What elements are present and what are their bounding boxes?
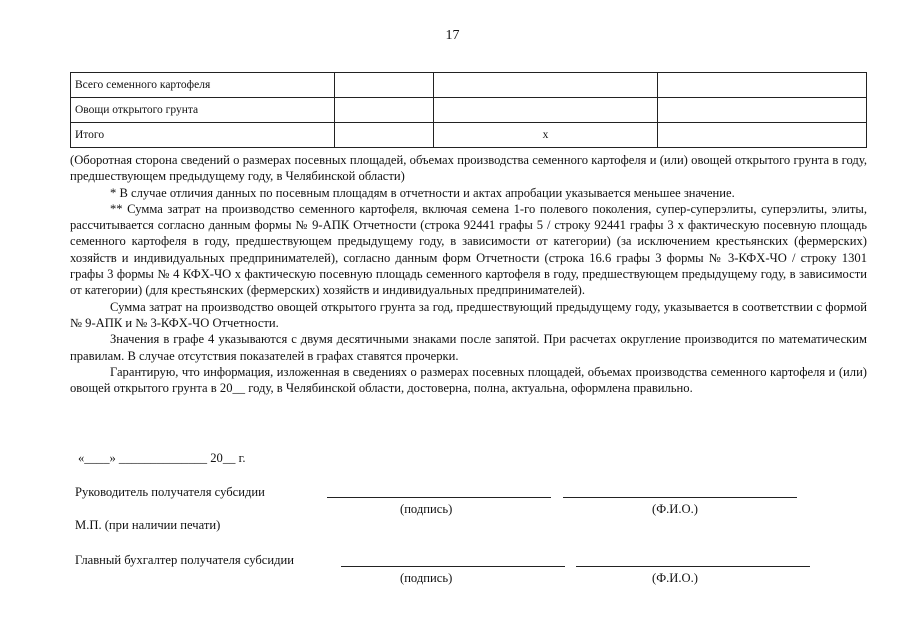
accountant-signature-line — [341, 566, 565, 567]
accountant-name-caption: (Ф.И.О.) — [652, 571, 698, 585]
table-cell — [658, 98, 867, 123]
stamp-label: М.П. (при наличии печати) — [75, 518, 221, 532]
accountant-signature-label: Главный бухгалтер получателя субсидии — [75, 553, 294, 567]
footnote-double-star: ** Сумма затрат на производство семенного картофеля, включая семена 1-го полевого поколения, супер-суперэлиты, суперэлиты, элиты, рассчитывается согласно данным формы № 9-АПК Отчетности (строка 92441 графы 5 / строку 92441 графы 3 х фактическую посевную площадь семенного картофеля в году, предшествующем предыдущему году, в зависимости от категории) (за исключением крестьянских (фермерских) хозяйств и индивидуальных предпринимателей), согласно данным форм Отчетности (строка 16.6 графы 3 формы № 3-КФХ-ЧО / строку 1301 графы 3 формы № 4 КФХ-ЧО х фактическую посевную площадь семенного картофеля в году, предшествующем предыдущему году, в зависимости от категории) (для крестьянских (фермерских) хозяйств и индивидуальных предпринимателей). — [70, 201, 867, 298]
table-row — [71, 123, 867, 148]
table-cell — [434, 98, 658, 123]
head-name-line — [563, 497, 797, 498]
accountant-name-line — [576, 566, 810, 567]
head-signature-line — [327, 497, 551, 498]
table-cell — [335, 98, 434, 123]
table-cell — [335, 123, 434, 148]
rounding-rules-paragraph: Значения в графе 4 указываются с двумя десятичными знаками после запятой. При расчетах округление производится по математическим правилам. В случае отсутствия показателей в графах ставятся прочерки. — [70, 332, 867, 363]
costs-table — [70, 72, 867, 148]
page-number: 17 — [445, 28, 460, 43]
table-cell: х — [434, 123, 658, 148]
head-name-caption: (Ф.И.О.) — [652, 502, 698, 516]
vegetable-costs-paragraph: Сумма затрат на производство овощей открытого грунта за год, предшествующий предыдущему году, указывается в соответствии с формой № 9-АПК и № 3-КФХ-ЧО Отчетности. — [70, 299, 867, 330]
accountant-signature-caption: (подпись) — [400, 571, 453, 585]
guarantee-paragraph: Гарантирую, что информация, изложенная в сведениях о размерах посевных площадей, объемах производства семенного картофеля и (или) овощей открытого грунта в 20__ году, в Челябинской области, достоверна, полна, актуальна, оформлена правильно. — [70, 364, 867, 396]
row-label: Итого — [71, 123, 335, 148]
table-row — [71, 73, 867, 98]
table-cell — [658, 123, 867, 148]
date-line: «____» ______________ 20__ г. — [78, 451, 246, 465]
table-cell — [335, 73, 434, 98]
row-label: Овощи открытого грунта — [71, 98, 335, 123]
table-cell — [658, 73, 867, 98]
table-cell — [434, 73, 658, 98]
head-signature-caption: (подпись) — [400, 502, 453, 516]
form-caption-paragraph: (Оборотная сторона сведений о размерах посевных площадей, объемах производства семенного картофеля и (или) овощей открытого грунта в году, предшествующем предыдущему году, в Челябинской области) — [70, 153, 867, 184]
footnote-single-star: * В случае отличия данных по посевным площадям в отчетности и актах апробации указывается меньшее значение. — [110, 185, 735, 200]
row-label: Всего семенного картофеля — [71, 73, 335, 98]
document-body — [70, 152, 867, 396]
head-signature-label: Руководитель получателя субсидии — [75, 485, 265, 499]
table-row — [71, 98, 867, 123]
